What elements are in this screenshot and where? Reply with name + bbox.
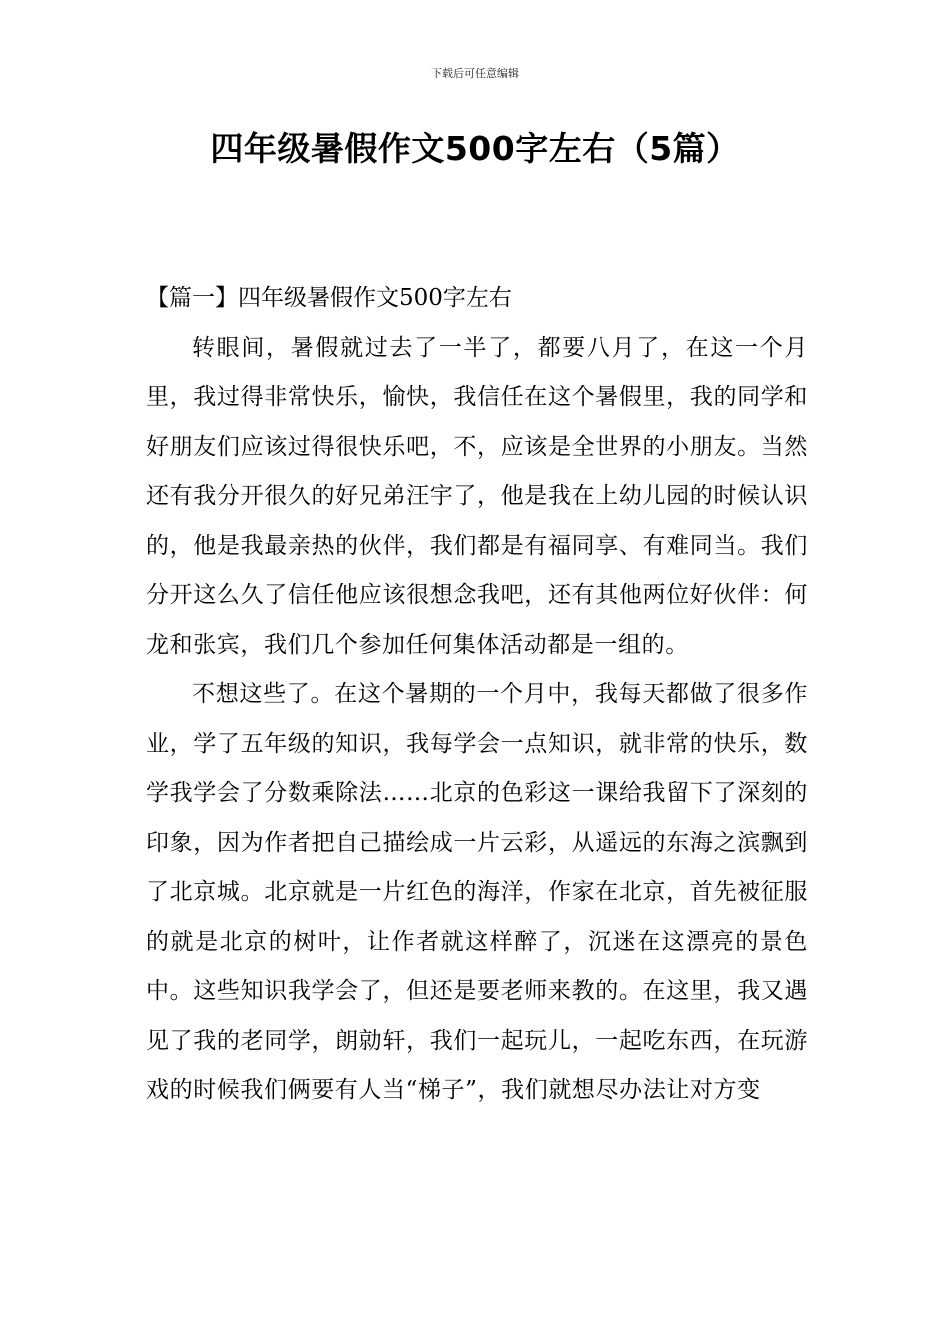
paragraph-1: 转眼间，暑假就过去了一半了，都要八月了，在这一个月里，我过得非常快乐，愉快，我信任在这个暑假里，我的同学和好朋友们应该过得很快乐吧，不，应该是全世界的小朋友。当然还有我分开很久的好兄弟汪宇了，他是我在上幼儿园的时候认识的，他是我最亲热的伙伴，我们都是有福同享、有难同当。我们分开这么久了信任他应该很想念我吧，还有其他两位好伙伴：何龙和张宾，我们几个参加任何集体活动都是一组的。: [146, 334, 808, 658]
paragraph-2: 不想这些了。在这个暑期的一个月中，我每天都做了很多作业，学了五年级的知识，我每学会一点知识，就非常的快乐，数学我学会了分数乘除法……北京的色彩这一课给我留下了深刻的印象，因为作者把自己描绘成一片云彩，从遥远的东海之滨飘到了北京城。北京就是一片红色的海洋，作家在北京，首先被征服的就是北京的树叶，让作者就这样醉了，沉迷在这漂亮的景色中。这些知识我学会了，但还是要老师来教的。在这里，我又遇见了我的老同学，朗勍轩，我们一起玩儿，一起吃东西，在玩游戏的时候我们俩要有人当“梯子”，我们就想尽办法让对方变: [146, 681, 808, 1103]
section-heading: 【篇一】四年级暑假作文500字左右: [146, 285, 512, 311]
header-note: 下载后可任意编辑: [431, 67, 519, 80]
document-title: 四年级暑假作文500字左右（5篇）: [210, 129, 740, 168]
document-body: [146, 274, 808, 1116]
